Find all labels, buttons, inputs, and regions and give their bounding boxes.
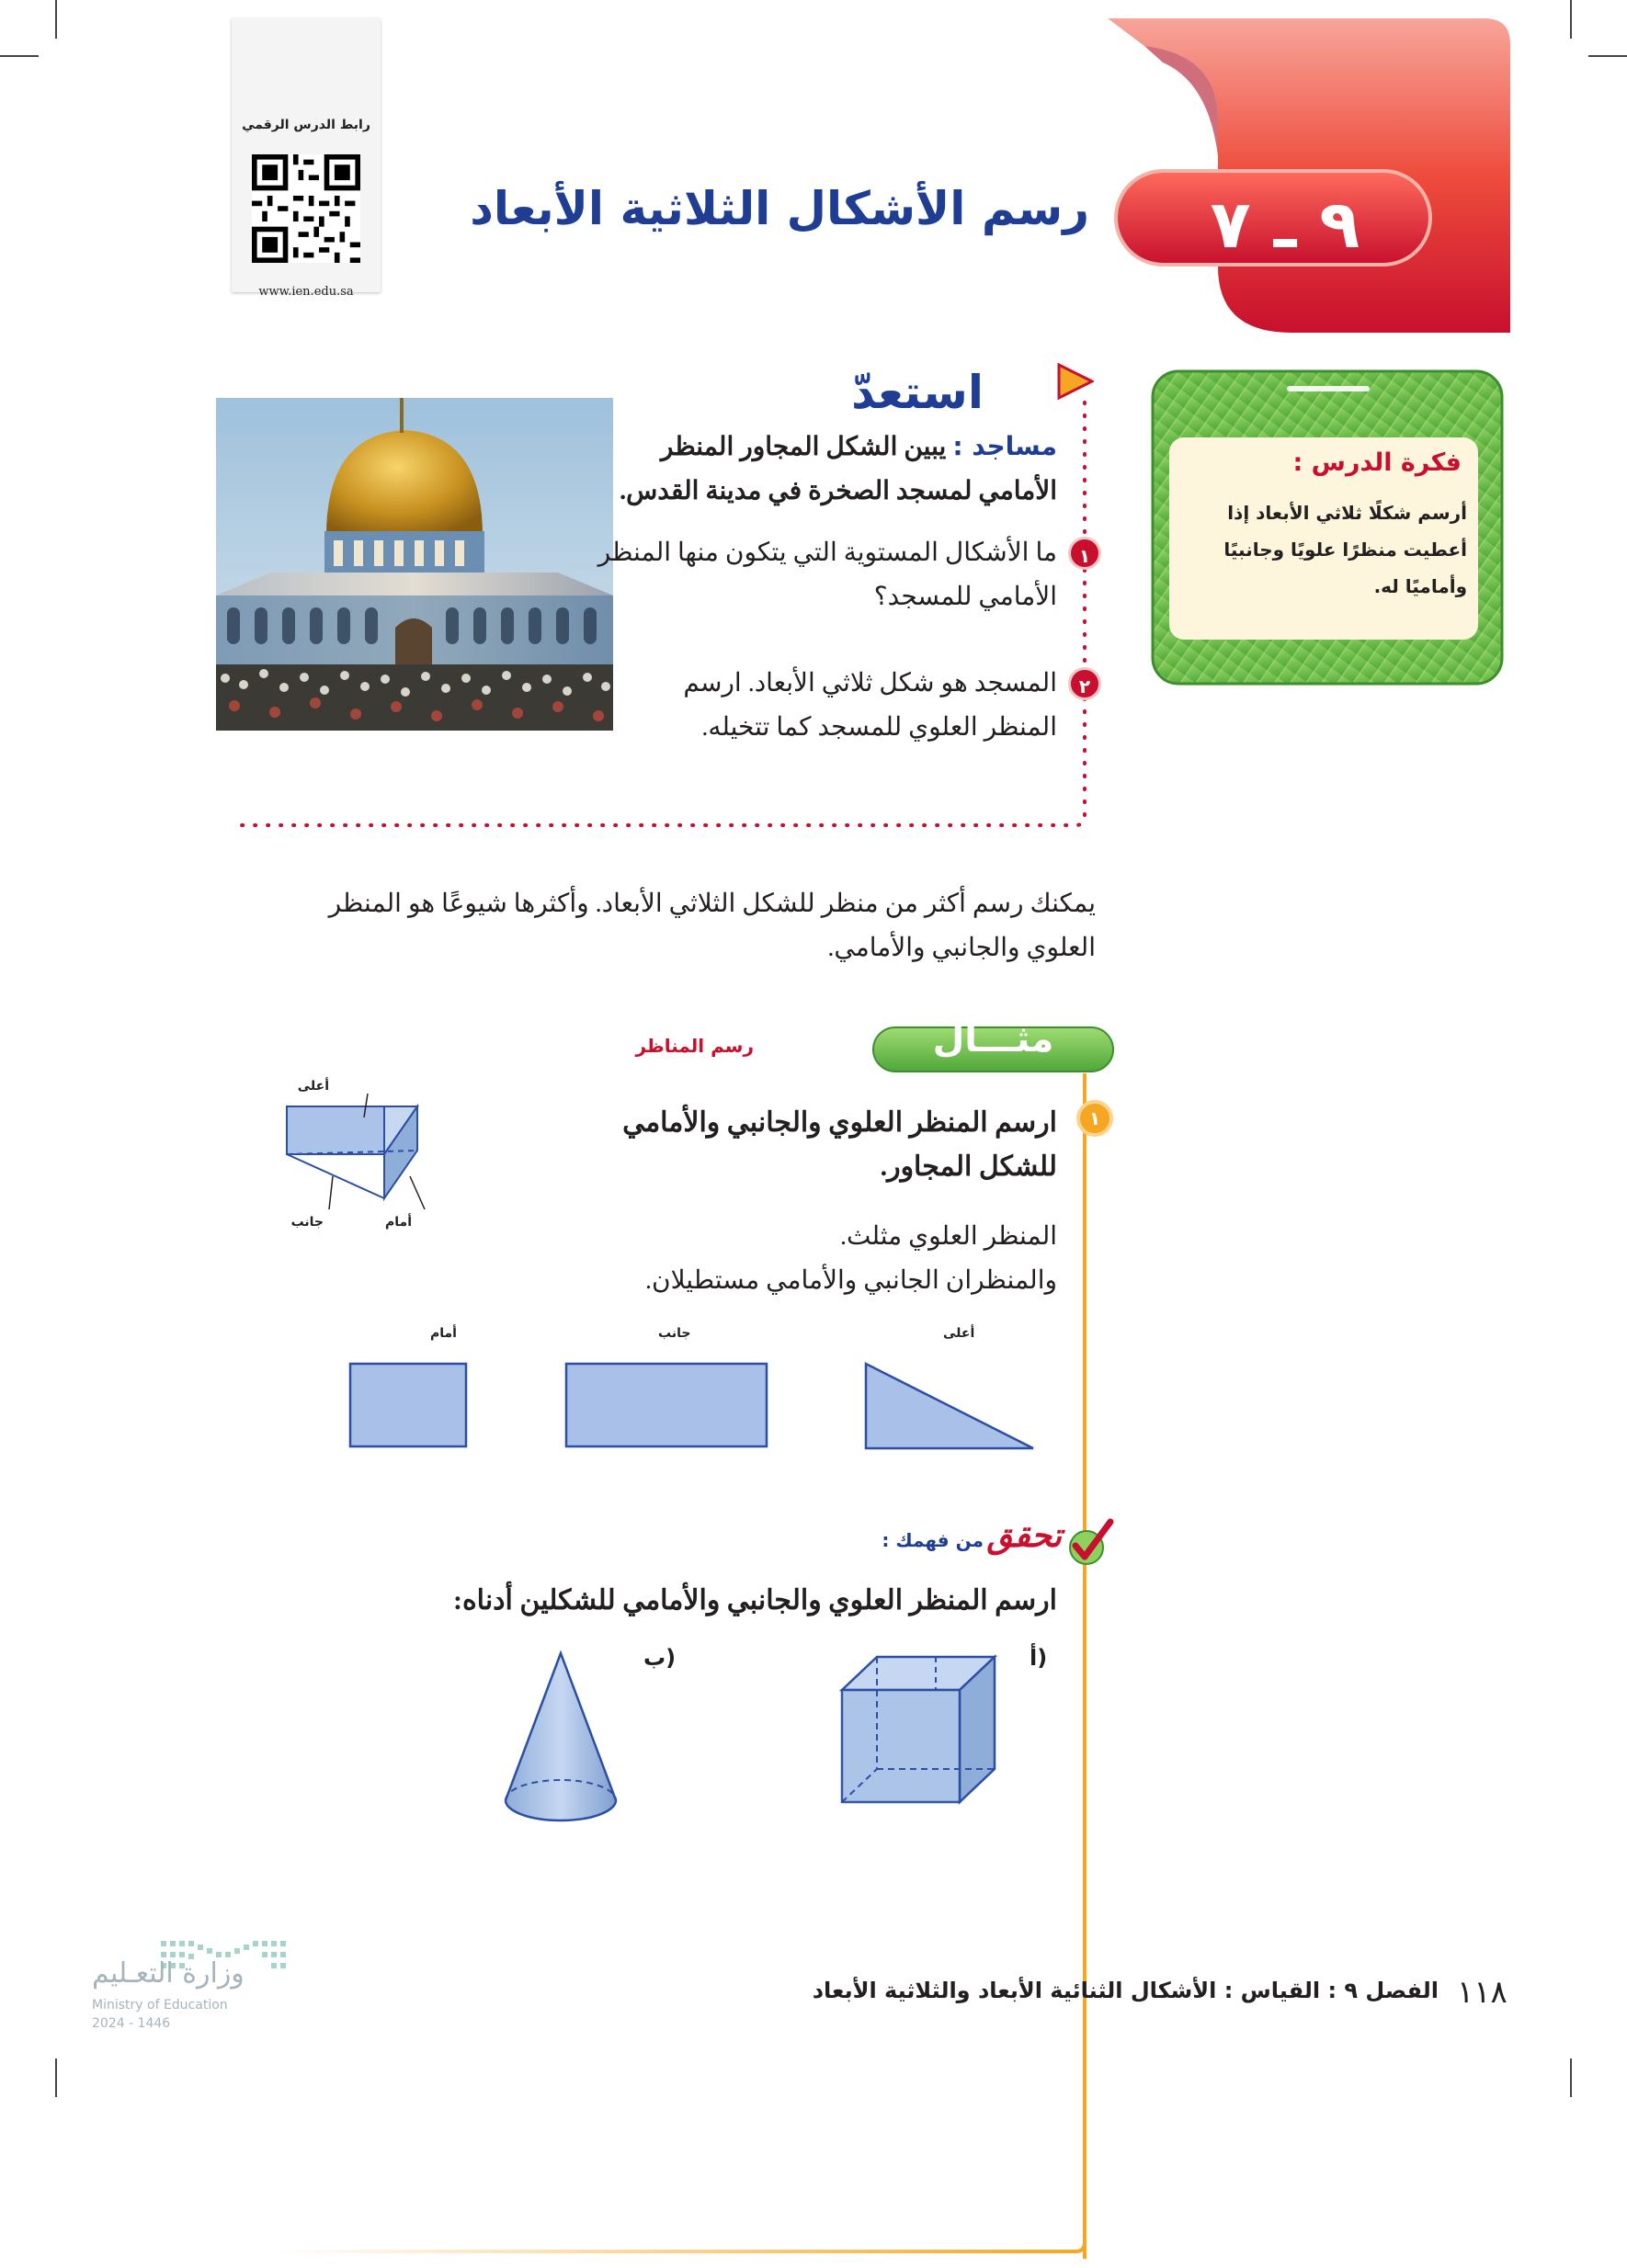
- example-topic: رسم المناظر: [635, 1035, 754, 1057]
- answer-line-2: والمنظران الجانبي والأمامي مستطيلان.: [645, 1266, 1057, 1295]
- crop-mark: [1588, 55, 1627, 57]
- example-number: ١: [1088, 1107, 1101, 1129]
- example-rail: [1075, 1073, 1112, 2268]
- side-view-rectangle: [564, 1362, 768, 1448]
- dome-of-the-rock-photo: [216, 398, 613, 731]
- view-label-top: أعلى: [943, 1326, 975, 1341]
- example-bottom-rail: [274, 2242, 1094, 2261]
- qr-label: رابط الدرس الرقمي: [242, 118, 370, 132]
- ready-question-text: ما الأشكال المستوية التي يتكون منها المنظر الأمامي للمسجد؟: [597, 539, 1057, 611]
- check-question: ارسم المنظر العلوي والجانبي والأمامي للشكلين أدناه:: [452, 1585, 1057, 1616]
- prism-side-face: [287, 1106, 384, 1154]
- footer-chapter: [813, 1978, 1439, 2003]
- question-number-badge: ١: [1068, 537, 1101, 570]
- view-label-side: جانب: [658, 1326, 691, 1341]
- mosques-text: يبين الشكل المجاور المنظر الأمامي لمسجد الصخرة في مدينة القدس.: [620, 433, 1057, 505]
- example-answer: [487, 1215, 1057, 1303]
- prism-label-side: جانب: [290, 1215, 324, 1230]
- intro-paragraph: يمكنك رسم أكثر من منظر للشكل الثلاثي الأبعاد. وأكثرها شيوعًا هو المنظر العلوي والجانبي والأمامي.: [328, 890, 1096, 962]
- crop-mark: [1570, 0, 1572, 39]
- ready-question-1: [579, 531, 1091, 619]
- ready-question-text: المسجد هو شكل ثلاثي الأبعاد. ارسم المنظر العلوي للمسجد كما تتخيله.: [683, 669, 1057, 742]
- crop-mark: [1570, 2058, 1572, 2097]
- qr-url[interactable]: www.ien.edu.sa: [258, 285, 354, 299]
- triangular-prism-figure: [276, 1073, 460, 1230]
- idea-body: أرسم شكلًا ثلاثي الأبعاد إذا أعطيت منظرًا علويًا وجانبيًا وأماميًا له.: [1223, 502, 1467, 597]
- view-label-front: أمام: [430, 1326, 457, 1341]
- cone-figure: [496, 1650, 625, 1852]
- mosques-label: مساجد :: [952, 431, 1057, 461]
- front-view-rectangle: [348, 1362, 468, 1448]
- example-number-badge: [1075, 1099, 1114, 1138]
- crop-mark: [0, 55, 39, 57]
- ready-question-2: [671, 662, 1091, 750]
- check-subtitle: من فهمك :: [882, 1529, 984, 1551]
- page-number: ١١٨: [1457, 1974, 1508, 2011]
- rectangular-prism-figure: [836, 1650, 1002, 1824]
- question-number-badge: ٢: [1068, 667, 1101, 700]
- ministry-name-arabic: وزارة التعـليم: [92, 1957, 245, 1990]
- prism-label-top: أعلى: [297, 1079, 329, 1094]
- idea-title: فكرة الدرس :: [1292, 448, 1462, 477]
- chapter-title: القياس : الأشكال الثنائية الأبعاد والثلاثية الأبعاد: [812, 1978, 1321, 2003]
- crop-mark: [55, 2058, 57, 2097]
- problem-label-a: أ): [1030, 1645, 1048, 1671]
- example-question: ارسم المنظر العلوي والجانبي والأمامي للشكل المجاور.: [622, 1107, 1057, 1182]
- qr-card[interactable]: [232, 18, 381, 299]
- top-view-triangle: [862, 1360, 1037, 1452]
- ministry-year: 2024 - 1446: [92, 2016, 171, 2031]
- lesson-number: ٩ ـ ٧: [1210, 186, 1360, 263]
- mosques-paragraph: [616, 425, 1057, 514]
- ready-arrow-icon: [1039, 363, 1094, 400]
- chapter-label: الفصل ٩ :: [1327, 1978, 1439, 2003]
- check-title: تحقق: [986, 1517, 1062, 1554]
- qr-code-icon[interactable]: [252, 154, 360, 263]
- check-mark-icon: [1064, 1516, 1116, 1568]
- crop-mark: [55, 0, 57, 39]
- example-label: مثـــال: [932, 1018, 1054, 1060]
- answer-line-1: المنظر العلوي مثلث.: [839, 1222, 1057, 1251]
- lesson-title: رسم الأشكال الثلاثية الأبعاد: [470, 182, 1089, 235]
- get-ready-title: استعدّ: [851, 366, 984, 419]
- prism-label-front: أمام: [385, 1215, 412, 1230]
- problem-label-b: ب): [643, 1645, 677, 1671]
- ministry-name-english: Ministry of Education: [92, 1998, 228, 2013]
